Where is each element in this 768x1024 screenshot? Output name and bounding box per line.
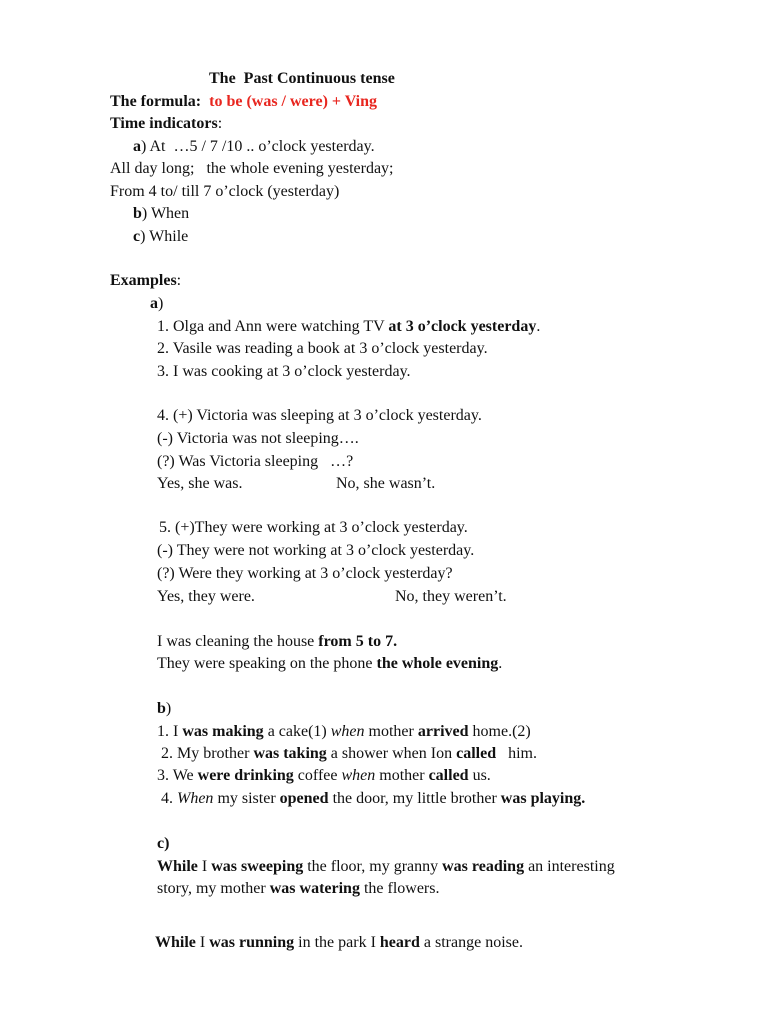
time-indicator-a xyxy=(133,137,375,157)
section-a-paren: ) xyxy=(158,295,164,312)
example-b-3 xyxy=(157,766,491,786)
example-b-3-part: 3. We xyxy=(157,767,198,784)
example-b-3-part: coffee xyxy=(293,767,342,784)
section-b-letter: b xyxy=(157,700,166,717)
example-a-2: 2. Vasile was reading a book at 3 o’clock yesterday. xyxy=(157,340,488,357)
example-a-7 xyxy=(157,654,502,674)
example-c-1-part: an interesting xyxy=(524,858,615,875)
time-indicator-a-letter: a xyxy=(133,138,141,155)
example-a-5-yes: Yes, they were. xyxy=(157,588,255,605)
example-a-4-positive: 4. (+) Victoria was sleeping at 3 o’clock yesterday. xyxy=(157,407,482,424)
example-b-2-bold: was taking xyxy=(253,745,327,762)
example-b-2-part: a shower when Ion xyxy=(326,745,457,762)
example-a-5-question: (?) Were they working at 3 o’clock yesterday? xyxy=(157,565,453,582)
example-c-2-bold: heard xyxy=(379,934,420,951)
example-b-1-part: home.(2) xyxy=(468,723,531,740)
example-a-6-text: I was cleaning the house xyxy=(157,633,319,650)
example-c-2-part: a strange noise. xyxy=(419,934,523,951)
example-a-5-negative: (-) They were not working at 3 o’clock yesterday. xyxy=(157,542,475,559)
example-c-1-part: story, my mother xyxy=(157,880,270,897)
example-a-4-no: No, she wasn’t. xyxy=(336,475,436,492)
example-b-2-part: him. xyxy=(496,745,537,762)
example-a-6 xyxy=(157,632,397,652)
example-b-2-bold: called xyxy=(456,745,497,762)
example-a-4-question: (?) Was Victoria sleeping …? xyxy=(157,453,354,470)
example-b-1-bold: arrived xyxy=(417,723,469,740)
time-indicators-label: Time indicators xyxy=(110,115,218,132)
example-c-1-part: I xyxy=(197,858,212,875)
formula-value: to be (was / were) + Ving xyxy=(209,93,378,110)
example-a-4-yes: Yes, she was. xyxy=(157,475,243,492)
example-b-1-part: mother xyxy=(364,723,418,740)
example-b-2 xyxy=(157,744,537,764)
example-c-2-part: in the park I xyxy=(294,934,380,951)
time-indicator-c xyxy=(133,227,188,247)
example-c-1-bold: While xyxy=(157,858,198,875)
example-a-5-positive: 5. (+)They were working at 3 o’clock yesterday. xyxy=(159,519,468,536)
formula-colon: : xyxy=(195,93,202,110)
examples-label: Examples xyxy=(110,272,177,289)
example-c-1-line1 xyxy=(157,857,615,877)
example-b-4-bold: opened xyxy=(279,790,329,807)
example-c-1-part: the flowers. xyxy=(359,880,440,897)
time-indicator-c-text: ) While xyxy=(140,228,189,245)
example-b-3-italic: when xyxy=(341,767,376,784)
page-title: The Past Continuous tense xyxy=(209,70,395,87)
examples-colon: : xyxy=(176,272,182,289)
example-c-1-line2 xyxy=(157,879,439,899)
example-a-1-end: . xyxy=(536,318,541,335)
example-b-4-part: the door, my little brother xyxy=(328,790,501,807)
example-a-1-bold: at 3 o’clock yesterday xyxy=(388,318,537,335)
example-a-4-negative: (-) Victoria was not sleeping…. xyxy=(157,430,359,447)
examples-heading xyxy=(110,271,181,291)
example-b-4-bold: was playing. xyxy=(500,790,586,807)
example-c-2-bold: While xyxy=(155,934,196,951)
example-a-7-text: They were speaking on the phone xyxy=(157,655,377,672)
example-b-1-part: a cake(1) xyxy=(263,723,331,740)
time-indicator-b-text: ) When xyxy=(141,205,190,222)
example-c-2 xyxy=(155,933,523,953)
time-indicator-b-letter: b xyxy=(133,205,142,222)
section-a-heading xyxy=(150,294,163,314)
example-b-1-bold: was making xyxy=(182,723,264,740)
time-indicators-colon: : xyxy=(217,115,223,132)
example-b-1-italic: when xyxy=(330,723,365,740)
example-b-4-part: my sister xyxy=(213,790,280,807)
example-b-3-bold: called xyxy=(428,767,469,784)
example-a-3: 3. I was cooking at 3 o’clock yesterday. xyxy=(157,363,411,380)
time-indicator-c-letter: c xyxy=(133,228,141,245)
example-c-1-bold: was sweeping xyxy=(211,858,304,875)
example-c-2-part: I xyxy=(195,934,210,951)
example-b-4-part: 4. xyxy=(157,790,177,807)
example-a-6-bold: from 5 to 7. xyxy=(318,633,398,650)
example-c-1-bold: was watering xyxy=(269,880,360,897)
example-c-1-part: the floor, my granny xyxy=(303,858,443,875)
section-a-letter: a xyxy=(150,295,158,312)
example-c-2-bold: was running xyxy=(209,934,295,951)
example-a-7-end: . xyxy=(498,655,503,672)
example-b-4 xyxy=(157,789,585,809)
time-indicator-a-text: ) At …5 / 7 /10 .. o’clock yesterday. xyxy=(141,138,375,155)
example-b-3-bold: were drinking xyxy=(197,767,294,784)
time-indicator-b xyxy=(133,204,189,224)
time-indicator-line2: All day long; the whole evening yesterday; xyxy=(110,160,394,177)
time-indicators-heading xyxy=(110,114,222,134)
example-b-4-italic: When xyxy=(177,790,214,807)
example-a-5-no: No, they weren’t. xyxy=(395,588,507,605)
example-b-2-part: 2. My brother xyxy=(157,745,254,762)
formula-label: The formula xyxy=(110,93,196,110)
time-indicator-line3: From 4 to/ till 7 o’clock (yesterday) xyxy=(110,183,340,200)
example-c-1-bold: was reading xyxy=(442,858,525,875)
example-b-1-part: 1. I xyxy=(157,723,183,740)
example-a-7-bold: the whole evening xyxy=(376,655,499,672)
example-b-1 xyxy=(157,722,531,742)
example-a-1-text: 1. Olga and Ann were watching TV xyxy=(157,318,389,335)
section-c-heading: c) xyxy=(157,835,170,852)
section-b-paren: ) xyxy=(165,700,172,717)
formula-line xyxy=(110,92,377,112)
section-b-heading xyxy=(157,699,171,719)
example-b-3-part: us. xyxy=(468,767,491,784)
example-b-3-part: mother xyxy=(375,767,429,784)
example-a-1 xyxy=(157,317,540,337)
